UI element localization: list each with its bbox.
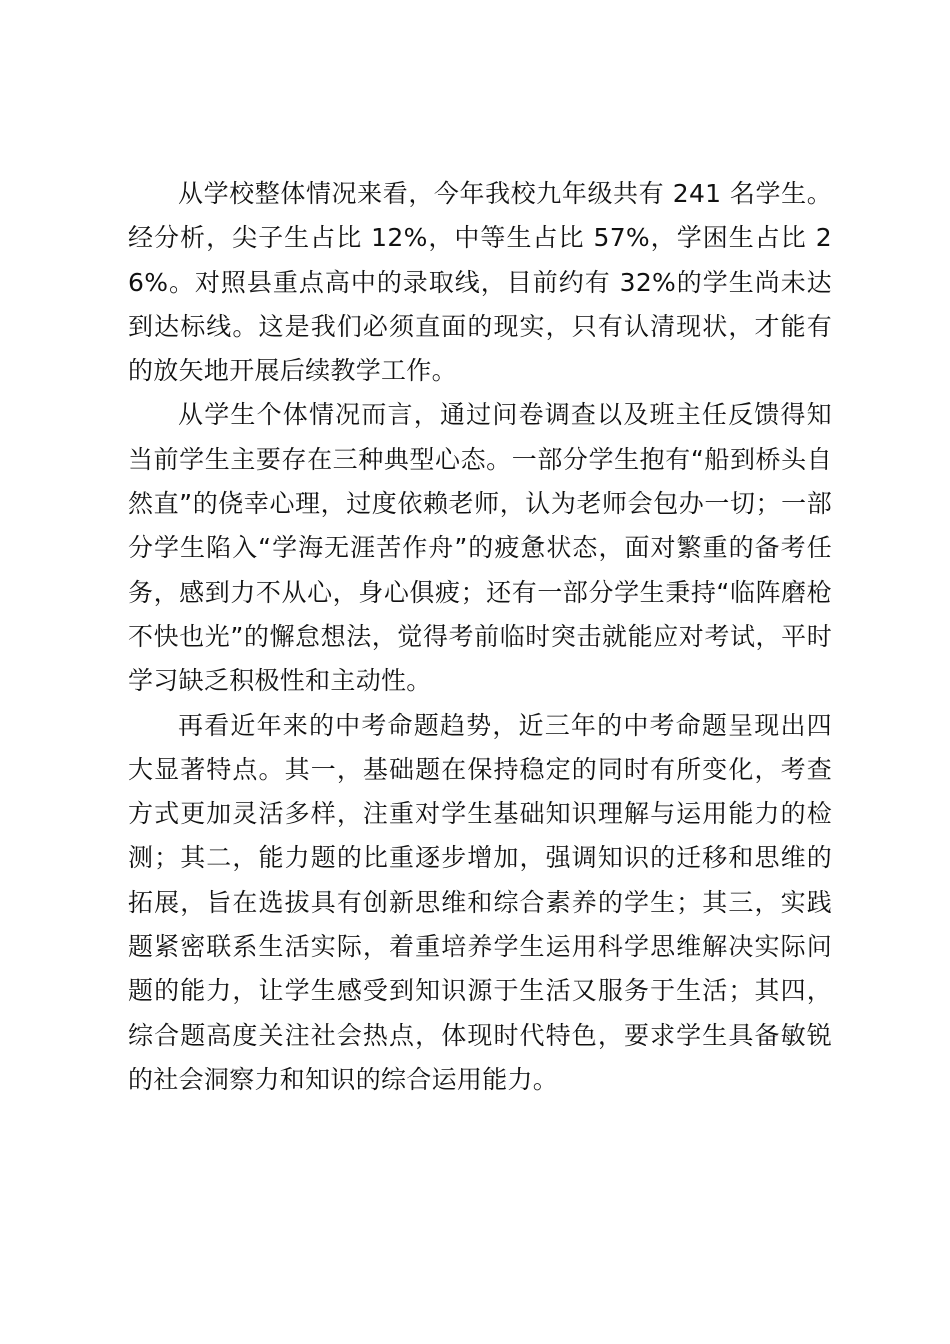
document-body: [128, 172, 832, 1102]
paragraph-exam-trends: 再看近年来的中考命题趋势，近三年的中考命题呈现出四大显著特点。其一，基础题在保持稳定的同时有所变化，考查方式更加灵活多样，注重对学生基础知识理解与运用能力的检测；其二，能力题的比重逐步增加，强调知识的迁移和思维的拓展，旨在选拔具有创新思维和综合素养的学生；其三，实践题紧密联系生活实际，着重培养学生运用科学思维解决实际问题的能力，让学生感受到知识源于生活又服务于生活；其四，综合题高度关注社会热点，体现时代特色，要求学生具备敏锐的社会洞察力和知识的综合运用能力。: [128, 710, 832, 1094]
paragraph-student-mindset: 从学生个体情况而言，通过问卷调查以及班主任反馈得知当前学生主要存在三种典型心态。一部分学生抱有“船到桥头自然直”的侥幸心理，过度依赖老师，认为老师会包办一切；一部分学生陷入“学海无涯苦作舟”的疲惫状态，面对繁重的备考任务，感到力不从心，身心俱疲；还有一部分学生秉持“临阵磨枪不快也光”的懈怠想法，觉得考前临时突击就能应对考试，平时学习缺乏积极性和主动性。: [128, 400, 832, 696]
paragraph-school-overview: 从学校整体情况来看，今年我校九年级共有 241 名学生。经分析，尖子生占比 12%，中等生占比 57%，学困生占比 26%。对照县重点高中的录取线，目前约有 32%的学生尚未达到达标线。这是我们必须直面的现实，只有认清现状，才能有的放矢地开展后续教学工作。: [128, 179, 832, 386]
